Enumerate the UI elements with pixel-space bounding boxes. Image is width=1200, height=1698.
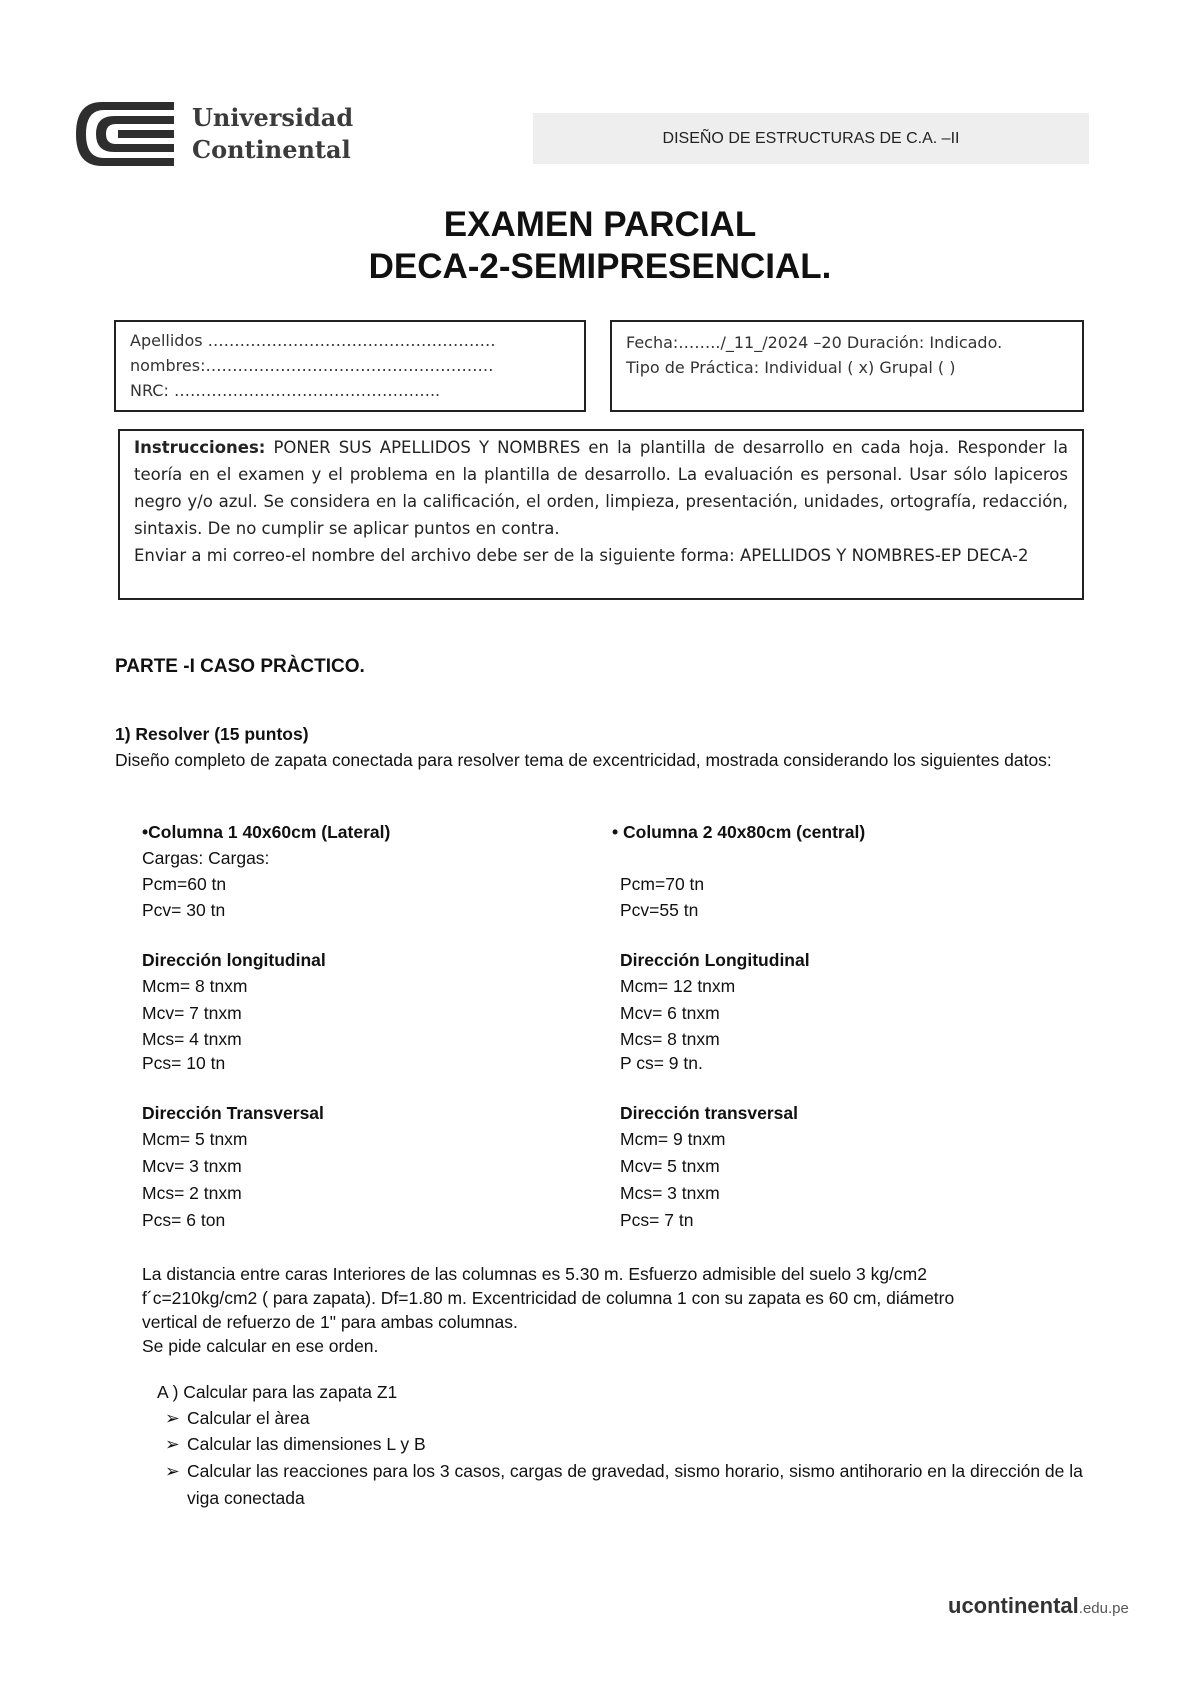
footer-website <box>948 1593 1129 1619</box>
column-2-long-title: Dirección Longitudinal <box>620 950 810 970</box>
column-1-trans-mcm: Mcm= 5 tnxm <box>142 1129 248 1149</box>
nrc-field: NRC: ………………………………………….. <box>130 381 441 400</box>
column-1-trans-pcs: Pcs= 6 ton <box>142 1210 226 1230</box>
column-2-title: • Columna 2 40x80cm (central) <box>612 822 866 842</box>
footer-domain: .edu.pe <box>1078 1600 1129 1617</box>
footer-brand: ucontinental <box>948 1593 1079 1618</box>
column-2-pcm: Pcm=70 tn <box>620 874 705 894</box>
section-a-item: ➢ Calcular las dimensiones L y B <box>165 1434 426 1454</box>
column-2-data <box>612 820 1082 1232</box>
column-2-pcv: Pcv=55 tn <box>620 900 699 920</box>
arrow-bullet-icon: ➢ <box>165 1408 180 1428</box>
column-2-trans-title: Dirección transversal <box>620 1103 799 1123</box>
course-title: DISEÑO DE ESTRUCTURAS DE C.A. –II <box>662 129 960 147</box>
column-1-cargas: Cargas: Cargas: <box>142 848 270 868</box>
notes-line-2: f´c=210kg/cm2 ( para zapata). Df=1.80 m. Excentricidad de columna 1 con su zapata es 60 cm, diámetro <box>142 1288 955 1308</box>
course-title-box <box>533 113 1089 164</box>
arrow-bullet-icon: ➢ <box>165 1461 180 1481</box>
logo-line-2: Continental <box>192 135 351 164</box>
notes-line-1: La distancia entre caras Interiores de las columnas es 5.30 m. Esfuerzo admisible del suelo 3 kg/cm2 <box>142 1264 927 1284</box>
column-2-long-mcm: Mcm= 12 tnxm <box>620 976 736 996</box>
logo-line-1: Universidad <box>192 103 354 132</box>
exam-subtitle: DECA-2-SEMIPRESENCIAL. <box>368 247 832 286</box>
column-2-trans-mcv: Mcv= 5 tnxm <box>620 1156 720 1176</box>
column-1-data <box>142 820 582 1232</box>
arrow-bullet-icon: ➢ <box>165 1434 180 1454</box>
column-2-long-mcv: Mcv= 6 tnxm <box>620 1003 720 1023</box>
problem-heading: 1) Resolver (15 puntos) <box>115 724 309 744</box>
instructions-label: Instrucciones: <box>134 438 266 457</box>
column-1-trans-mcs: Mcs= 2 tnxm <box>142 1183 242 1203</box>
section-a-item: ➢ Calcular el àrea <box>165 1408 310 1428</box>
column-2-long-mcs: Mcs= 8 tnxm <box>620 1029 720 1049</box>
part-heading: PARTE -I CASO PRÀCTICO. <box>115 656 365 677</box>
section-a <box>157 1380 1092 1512</box>
logo-text <box>192 102 353 166</box>
column-2-trans-mcs: Mcs= 3 tnxm <box>620 1183 720 1203</box>
column-1-long-pcs: Pcs= 10 tn <box>142 1053 226 1073</box>
column-2-trans-pcs: Pcs= 7 tn <box>620 1210 694 1230</box>
column-1-pcm: Pcm=60 tn <box>142 874 227 894</box>
instructions-box <box>118 429 1084 600</box>
exam-info-box <box>610 320 1084 412</box>
notes-line-4: Se pide calcular en ese orden. <box>142 1336 379 1356</box>
instructions-text-2: Enviar a mi correo-el nombre del archivo debe ser de la siguiente forma: APELLIDOS Y NOMBRES-EP DECA-2 <box>134 546 1029 565</box>
instructions-text: PONER SUS APELLIDOS Y NOMBRES en la plantilla de desarrollo en cada hoja. Responder la teoría en el examen y el problema en la plantilla de desarrollo. La evaluación es personal. Usar sólo lapiceros negro y/o azul. Se considera en la calificación, el orden, limpieza, presentación, unidades, ortografía, redacción, sintaxis. De no cumplir se aplicar puntos en contra. <box>134 438 1068 538</box>
column-1-trans-mcv: Mcv= 3 tnxm <box>142 1156 242 1176</box>
section-a-title: A ) Calcular para las zapata Z1 <box>157 1382 398 1402</box>
fecha-field: Fecha:……../_11_/2024 –20 Duración: Indicado. <box>626 333 1003 352</box>
column-1-title: •Columna 1 40x60cm (Lateral) <box>142 822 391 842</box>
notes-line-3: vertical de refuerzo de 1" para ambas columnas. <box>142 1312 518 1332</box>
problem-notes <box>142 1262 1092 1358</box>
column-1-long-mcv: Mcv= 7 tnxm <box>142 1003 242 1023</box>
university-logo-icon <box>74 96 178 172</box>
apellidos-field: Apellidos ……………………………………………… <box>130 331 496 350</box>
tipo-practica-field: Tipo de Práctica: Individual ( x) Grupal ( ) <box>626 358 956 377</box>
section-a-item: ➢ Calcular las reacciones para los 3 casos, cargas de gravedad, sismo horario, sismo antihorario en la dirección de la viga conectada <box>187 1458 1092 1512</box>
exam-title: EXAMEN PARCIAL <box>443 205 757 244</box>
column-2-long-pcs: P cs= 9 tn. <box>620 1053 703 1073</box>
column-2-trans-mcm: Mcm= 9 tnxm <box>620 1129 726 1149</box>
problem-statement: Diseño completo de zapata conectada para resolver tema de excentricidad, mostrada considerando los siguientes datos: <box>115 750 1052 770</box>
student-info-box <box>114 320 586 412</box>
column-1-trans-title: Dirección Transversal <box>142 1103 324 1123</box>
column-1-long-mcm: Mcm= 8 tnxm <box>142 976 248 996</box>
column-1-pcv: Pcv= 30 tn <box>142 900 226 920</box>
column-1-long-title: Dirección longitudinal <box>142 950 326 970</box>
nombres-field: nombres:……………………………………………… <box>130 356 494 375</box>
column-1-long-mcs: Mcs= 4 tnxm <box>142 1029 242 1049</box>
